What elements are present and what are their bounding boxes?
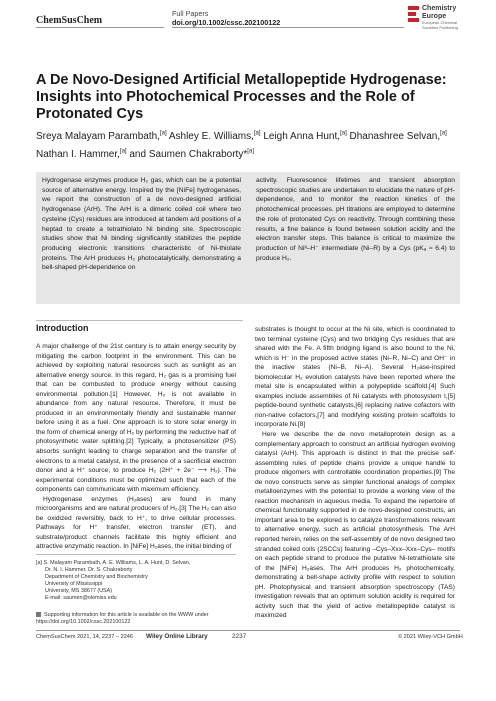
footnote-divider	[36, 554, 236, 555]
author: Ashley E. Williams,[a]	[166, 131, 261, 143]
body-left-column	[36, 342, 236, 552]
paragraph: A major challenge of the 21st century is to attain energy security by mitigating the carbon footprint in the environment. This can be achieved by exploiting natural resources such as sunlight as an alternative energy source. In this regard, H₂ gas is a promising fuel that can be combusted to produce energy without causing environmental pollution.[1] However, H₂ is not available in abundance from any natural resource. Therefore, it must be produced in an environmentally friendly and sustainable manner before using it as a fuel. One approach is to store solar energy in the form of chemical energy of H₂ by performing the reductive half of photosynthetic water splitting.[2] Typically, a photosensitizer (PS) absorbs sunlight leading to charge separation and the transfer of electrons to a metal catalyst, in the presence of a sacrificial electron donor and a H⁺ source, to produce H₂ (2H⁺ + 2e⁻ ⟶ H₂). The experimental conditions must be optimized such that each of the components can communicate with maximum efficiency.	[36, 343, 236, 494]
author: Leigh Anna Hunt,[a]	[260, 131, 347, 143]
paragraph: Here we describe the de novo metalloprotein design as a complementary approach to construct an artificial hydrogen evolving catalyst (ArH). This approach is distinct in that the precise self-assembling rules of peptide chains provide a unique handle to produce oligomers with controllable coordination properties.[9] The de novo constructs serve as simpler functional analogs of complex metalloenzymes with the potential to provide a working view of the reaction mechanism in aqueous media. To expand the repertoire of chemical functionality supported in de novo-designed constructs, an important area to be explored is to catalyze transformations relevant to alternative energy, such as artificial photosynthesis. The ArH reported herein, relies on the self-assembly of de novo designed two stranded coiled coils (2SCCs) featuring –Cys–Xxx–Xxx–Cys– motifs on each peptide strand to produce the putative Ni-tetrathiolate site of the [NiFe] H₂ases. The ArH produces H₂ photochemically, demonstrating a bell-shape activity profile with respect to solution pH. Photophysical and transient absorption spectroscopy (TAS) investigation reveals that an optimum solution acidity is required for activity such that the yield of active metallopeptide catalyst is maximized	[255, 431, 455, 620]
page-number: 2237	[232, 633, 247, 640]
chemistry-europe-mark-icon	[408, 6, 419, 23]
logo-text: Chemistry Europe	[422, 5, 457, 20]
body-right-column	[255, 325, 455, 621]
section-heading: Introduction	[36, 323, 89, 333]
author-list	[36, 127, 466, 162]
footer-wiley-link[interactable]: Wiley Online Library	[146, 633, 208, 640]
article-meta	[172, 9, 280, 27]
footer-citation: ChemSusChem 2021, 14, 2237 – 2246	[36, 634, 134, 640]
abstract-box	[36, 172, 460, 304]
paragraph: substrates is thought to occur at the Ni site, which is coordinated to two terminal cysteine (Cys) and two bridging Cys residues that are shared with the Fe. A fifth bridging ligand is also bound to the Ni, which is H⁻ in the proposed active states (Ni–R, Ni–C) and OH⁻ in the inactive states (Ni–B, Ni–A). Several H₂ase-inspired biomolecular H₂ evolution catalysts have been reported where the metal site is encapsulated within a polypeptide scaffold.[4] Such examples include assemblies of Ni catalysts with photosystem I,[5] peptide-bound synthetic catalysts,[6] replacing native cofactors with non-native cofactors,[7] and modifying existing protein scaffolds to incorporate Ni.[8]	[255, 326, 455, 429]
header-divider-left	[36, 27, 164, 28]
author: and Saumen Chakraborty*[a]	[126, 148, 254, 160]
author: Sreya Malayam Parambath,[a]	[36, 131, 167, 143]
abstract-right-column: activity. Fluorescence lifetimes and transient absorption spectroscopic studies are undertaken to elucidate the nature of pH-dependence, and to monitor the reaction kinetics of the photochemical processes. pH titrations are employed to determine the role of protonated Cys on reactivity. Through combining these results, a fine balance is found between solution acidity and the electron transfer steps. This balance is critical to maximize the production of Niᴵᴵ–H⁻ intermediate (Ni–R) by a Cys (pKₐ ≈ 6.4) to produce H₂.	[256, 177, 455, 262]
section-divider	[36, 320, 243, 321]
supporting-info-note[interactable]: Supporting information for this article is available on the WWW under https://doi.org/10.1002/cssc.202100122	[36, 612, 209, 625]
journal-name: ChemSusChem	[36, 15, 103, 26]
supporting-info-icon	[36, 612, 41, 617]
article-title: A De Novo-Designed Artificial Metallopeptide Hydrogenase: Insights into Photochemical Processes and the Role of Protonated Cys	[36, 72, 447, 122]
publisher-logo	[408, 4, 478, 34]
article-doi[interactable]: doi.org/10.1002/cssc.202100122	[172, 18, 281, 27]
footer-copyright: © 2021 Wiley-VCH GmbH	[398, 634, 463, 640]
abstract-left-column: Hydrogenase enzymes produce H₂ gas, which can be a potential source of alternative energy. Inspired by the [NiFe] hydrogenases, we report the construction of a de novo-designed artificial hydrogenase (ArH). The ArH is a dimeric coiled coil where two cysteine (Cys) residues are introduced at tandem a/d positions of a heptad to create a tetrathiolato Ni binding site. Spectroscopic studies show that Ni binding significantly stabilizes the peptide producing electronic transitions characteristic of Ni-thiolate proteins. The ArH produces H₂ photocatalytically, demonstrating a bell-shaped pH-dependence on	[42, 177, 241, 272]
article-type: Full Papers	[172, 9, 209, 18]
author: Nathan I. Hammer,[a]	[36, 148, 127, 160]
author-affiliation: [a] S. Malayam Parambath, A. E. Williams, L. A. Hunt, D. Selvan, Dr. N. I. Hammer, Dr. S. Chakraborty Department of Chemistry and Biochemistry University of Mississippi University, MS 38677 (USA) E-mail: saumen@olemiss.edu	[36, 560, 191, 601]
footer-divider	[36, 630, 460, 631]
header-divider-right	[172, 27, 404, 28]
logo-subtext: European Chemical Societies Publishing	[422, 20, 458, 30]
author: Dhanashree Selvan,[a]	[346, 131, 447, 143]
paragraph: Hydrogenase enzymes (H₂ases) are found in many microorganisms and are natural producers of H₂.[3] The H₂ can also be oxidized reversibly, back to H⁺, to drive cellular processes. Pathways for H⁺ transfer, electron transfer (ET), and substrate/product channels facilitate this highly efficient and attractive enzymatic reaction. In [NiFe] H₂ases, the initial binding of	[36, 495, 236, 551]
